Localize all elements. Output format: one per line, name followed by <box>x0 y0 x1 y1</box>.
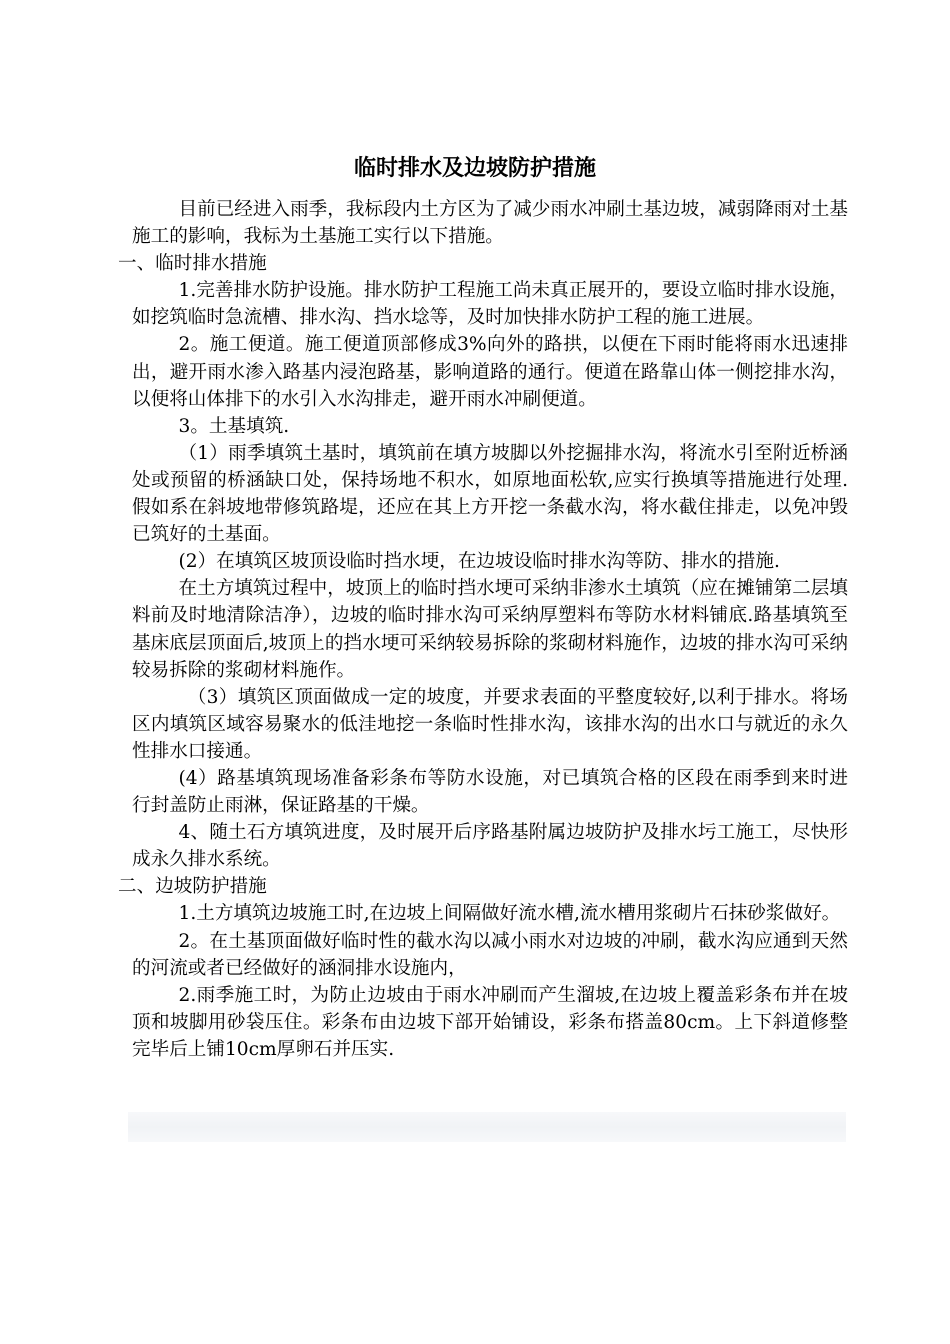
paragraph: （1）雨季填筑土基时，填筑前在填方坡脚以外挖掘排水沟，将流水引至附近桥涵处或预留的桥涵缺口处，保持场地不积水，如原地面松软,应实行换填等措施进行处理.假如系在斜坡地带修筑路堤，还应在其上方开挖一条截水沟，将水截住排走，以免冲毁已筑好的土基面。 <box>132 442 848 546</box>
paragraph: 在土方填筑过程中，坡顶上的临时挡水埂可采纳非渗水土填筑（应在摊铺第二层填料前及时地清除洁净），边坡的临时排水沟可采纳厚塑料布等防水材料铺底.路基填筑至基床底层顶面后,坡顶上的挡水埂可采纳较易拆除的浆砌材料施作，边坡的排水沟可采纳较易拆除的浆砌材料施作。 <box>132 578 848 681</box>
paragraph: 2.雨季施工时，为防止边坡由于雨水冲刷而产生溜坡,在边坡上覆盖彩条布并在坡顶和坡脚用砂袋压住。彩条布由边坡下部开始铺设，彩条布搭盖80cm。上下斜道修整完毕后上铺10cm厚卵石并压实. <box>132 984 848 1060</box>
paragraph: (4）路基填筑现场准备彩条布等防水设施，对已填筑合格的区段在雨季到来时进行封盖防止雨淋，保证路基的干燥。 <box>132 767 848 817</box>
paragraph: (2）在填筑区坡顶设临时挡水埂，在边坡设临时排水沟等防、排水的措施. <box>178 551 780 573</box>
section-heading-drainage: 一、临时排水措施 <box>118 253 267 275</box>
document-title: 临时排水及边坡防护措施 <box>353 156 596 181</box>
document-body <box>118 196 848 1063</box>
paragraph: 1.完善排水防护设施。排水防护工程施工尚未真正展开的，要设立临时排水设施，如挖筑临时急流槽、排水沟、挡水埝等，及时加快排水防护工程的施工进展。 <box>132 280 848 329</box>
paragraph: 3。土基填筑. <box>178 415 290 437</box>
section-heading-slope-protection: 二、边坡防护措施 <box>118 876 267 898</box>
footer-shade <box>128 1112 846 1142</box>
paragraph: （3）填筑区顶面做成一定的坡度，并要求表面的平整度较好,以利于排水。将场区内填筑区域容易聚水的低洼地挖一条临时性排水沟，该排水沟的出水口与就近的永久性排水口接通。 <box>132 686 848 762</box>
paragraph: 1.土方填筑边坡施工时,在边坡上间隔做好流水槽,流水槽用浆砌片石抹砂浆做好。 <box>178 903 841 925</box>
paragraph: 2。在土基顶面做好临时性的截水沟以减小雨水对边坡的冲刷，截水沟应通到天然的河流或者已经做好的涵洞排水设施内， <box>132 930 848 979</box>
paragraph: 2。施工便道。施工便道顶部修成3%向外的路拱，以便在下雨时能将雨水迅速排出，避开雨水渗入路基内浸泡路基，影响道路的通行。便道在路靠山体一侧挖排水沟，以便将山体排下的水引入水沟排走，避开雨水冲刷便道。 <box>132 334 848 410</box>
intro-paragraph: 目前已经进入雨季，我标段内土方区为了减少雨水冲刷土基边坡，减弱降雨对土基施工的影响，我标为土基施工实行以下措施。 <box>132 199 848 248</box>
paragraph: 4、随土石方填筑进度，及时展开后序路基附属边坡防护及排水圬工施工，尽快形成永久排水系统。 <box>132 822 848 871</box>
